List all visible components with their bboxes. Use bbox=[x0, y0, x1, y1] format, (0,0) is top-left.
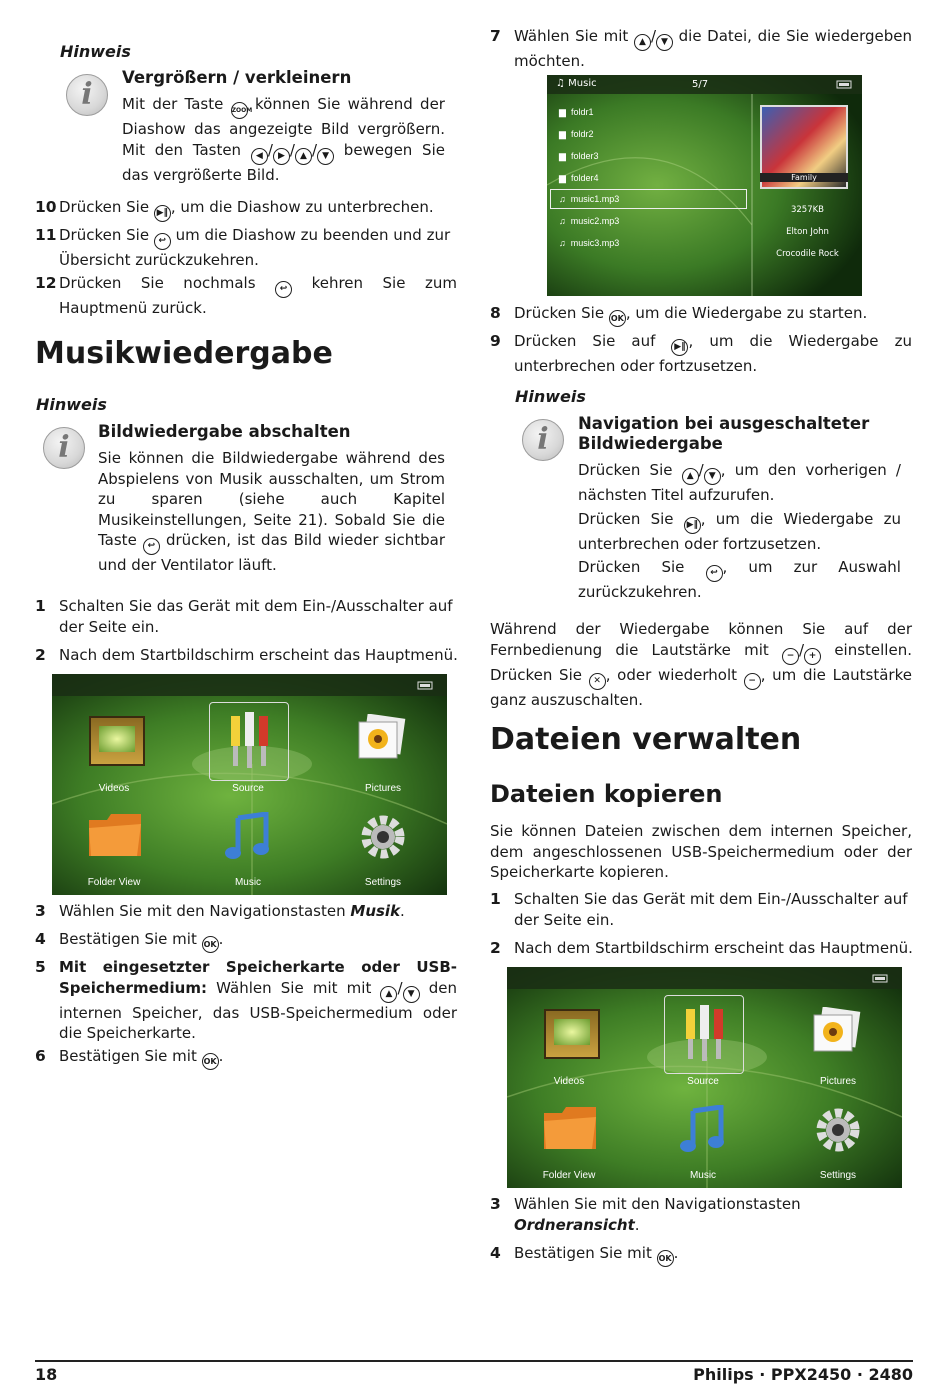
volume-down-icon: − bbox=[782, 648, 799, 665]
info-icon: i bbox=[522, 419, 564, 461]
folder-icon: ▆ bbox=[559, 107, 566, 117]
step-number: 2 bbox=[35, 646, 46, 664]
subsection-heading: Dateien kopieren bbox=[490, 780, 723, 808]
note-title: Navigation bei ausgeschalteter Bildwiedergabe bbox=[578, 414, 870, 453]
source-icon bbox=[682, 1003, 728, 1063]
step-text: Drücken Sie nochmals ↩ kehren Sie zum Hauptmenü zurück. bbox=[59, 274, 457, 317]
up-arrow-icon: ▲ bbox=[380, 986, 397, 1003]
step-text: Wählen Sie mit den Navigationstasten Ordneransicht. bbox=[514, 1195, 801, 1234]
main-menu-screenshot bbox=[507, 967, 902, 1188]
play-pause-icon: ▶‖ bbox=[154, 205, 171, 222]
menu-label-source: Source bbox=[232, 783, 264, 794]
folder-icon: ▆ bbox=[559, 151, 566, 161]
track-title: Crocodile Rock bbox=[776, 249, 839, 259]
player-header: ♫ Music bbox=[556, 78, 597, 89]
note-label: Hinweis bbox=[36, 395, 107, 414]
album-cover-caption: Family bbox=[760, 173, 848, 182]
ok-button-icon: OK bbox=[202, 1053, 219, 1070]
settings-gear-icon bbox=[813, 1105, 863, 1155]
step-number: 11 bbox=[35, 226, 57, 244]
menu-label-source: Source bbox=[687, 1076, 719, 1087]
list-item[interactable]: ♫ music2.mp3 bbox=[559, 216, 620, 226]
play-pause-icon: ▶‖ bbox=[671, 339, 688, 356]
folder-icon: ▆ bbox=[559, 129, 566, 139]
intro-paragraph: Sie können Dateien zwischen dem internen Speicher, dem angeschlossenen USB-Speichermedium oder der Speicherkarte kopieren. bbox=[490, 822, 912, 881]
step-number: 3 bbox=[490, 1195, 501, 1213]
up-arrow-icon: ▲ bbox=[682, 468, 699, 485]
list-item[interactable]: ▆ foldr2 bbox=[559, 129, 594, 139]
step-text: Bestätigen Sie mit OK . bbox=[514, 1243, 912, 1267]
menu-label-folder-view: Folder View bbox=[87, 877, 141, 888]
ok-button-icon: OK bbox=[657, 1250, 674, 1267]
pictures-icon bbox=[810, 1007, 862, 1055]
menu-label-pictures: Pictures bbox=[819, 1076, 857, 1087]
folder-icon bbox=[87, 812, 143, 858]
list-item[interactable]: ▆ folder3 bbox=[559, 151, 599, 161]
right-arrow-icon: ▶ bbox=[273, 148, 290, 165]
play-pause-icon: ▶‖ bbox=[684, 517, 701, 534]
main-menu-screenshot bbox=[52, 674, 447, 895]
music-note-icon: ♫ bbox=[556, 78, 565, 89]
menu-label-music: Music bbox=[689, 1170, 717, 1181]
menu-label-pictures: Pictures bbox=[364, 783, 402, 794]
back-icon: ↩ bbox=[154, 233, 171, 250]
note-text: Mit der Taste ZOOM können Sie während der Diashow das angezeigte Bild vergrößern. Mit den Tasten ◀ / ▶ / ▲ / ▼ bewegen Sie das vergrößerte Bild. bbox=[122, 95, 445, 184]
music-player-screenshot bbox=[547, 75, 862, 296]
up-arrow-icon: ▲ bbox=[295, 148, 312, 165]
step-number: 7 bbox=[490, 27, 501, 45]
menu-label-settings: Settings bbox=[364, 877, 402, 888]
step-number: 10 bbox=[35, 198, 57, 216]
step-text: Drücken Sie OK , um die Wiedergabe zu starten. bbox=[514, 303, 912, 327]
list-item[interactable]: ▆ foldr1 bbox=[559, 107, 594, 117]
artist-name: Elton John bbox=[786, 227, 829, 237]
page-number: 18 bbox=[35, 1365, 58, 1384]
step-text: Drücken Sie ▶‖ , um die Diashow zu unterbrechen. bbox=[59, 197, 457, 222]
note-title: Bildwiedergabe abschalten bbox=[98, 422, 351, 441]
step-text: Wählen Sie mit den Navigationstasten Musik. bbox=[59, 902, 405, 920]
source-icon bbox=[227, 710, 273, 770]
step-text: Drücken Sie ↩ um die Diashow zu beenden und zur Übersicht zurückzukehren. bbox=[59, 226, 451, 269]
up-arrow-icon: ▲ bbox=[634, 34, 651, 51]
videos-icon bbox=[89, 716, 145, 766]
list-item[interactable]: ▆ folder4 bbox=[559, 173, 599, 183]
step-number: 2 bbox=[490, 939, 501, 957]
music-note-icon bbox=[677, 1105, 727, 1155]
down-arrow-icon: ▼ bbox=[317, 148, 334, 165]
section-heading: Dateien verwalten bbox=[490, 722, 802, 757]
ok-button-icon: OK bbox=[609, 310, 626, 327]
step-number: 4 bbox=[490, 1244, 501, 1262]
menu-label-videos: Videos bbox=[98, 783, 130, 794]
step-number: 6 bbox=[35, 1047, 46, 1065]
zoom-button-icon: ZOOM bbox=[231, 102, 248, 119]
menu-label-videos: Videos bbox=[553, 1076, 585, 1087]
note-title: Vergrößern / verkleinern bbox=[122, 68, 352, 87]
note-text: Drücken Sie ▶‖ , um die Wiedergabe zu unterbrechen oder fortzusetzen. bbox=[578, 510, 901, 553]
step-number: 1 bbox=[490, 890, 501, 908]
volume-up-icon: + bbox=[804, 648, 821, 665]
left-arrow-icon: ◀ bbox=[251, 148, 268, 165]
music-note-icon: ♫ bbox=[559, 194, 566, 204]
ok-button-icon: OK bbox=[202, 936, 219, 953]
music-note-icon: ♫ bbox=[559, 216, 566, 226]
down-arrow-icon: ▼ bbox=[656, 34, 673, 51]
note-label: Hinweis bbox=[515, 387, 586, 406]
step-number: 8 bbox=[490, 304, 501, 322]
volume-paragraph: Während der Wiedergabe können Sie auf der Fernbedienung die Lautstärke mit − / + einstellen. Drücken Sie ✕ , oder wiederholt − , um die Lautstärke ganz auszuschalten. bbox=[490, 620, 912, 709]
folder-icon bbox=[542, 1105, 598, 1151]
music-note-icon: ♫ bbox=[559, 238, 566, 248]
videos-icon bbox=[544, 1009, 600, 1059]
note-text: Drücken Sie ▲ / ▼ , um den vorherigen / nächsten Titel aufzurufen. bbox=[578, 461, 901, 504]
footer-rule bbox=[35, 1360, 913, 1362]
step-text: Drücken Sie auf ▶‖ , um die Wiedergabe zu unterbrechen oder fortzusetzen. bbox=[514, 332, 912, 375]
step-text: Wählen Sie mit ▲ / ▼ die Datei, die Sie wiedergeben möchten. bbox=[514, 27, 912, 70]
mute-icon: ✕ bbox=[589, 673, 606, 690]
back-icon: ↩ bbox=[706, 565, 723, 582]
section-heading: Musikwiedergabe bbox=[35, 336, 333, 371]
menu-label-music: Music bbox=[234, 877, 262, 888]
step-text: Schalten Sie das Gerät mit dem Ein-/Ausschalter auf der Seite ein. bbox=[59, 597, 453, 636]
step-text: Nach dem Startbildschirm erscheint das Hauptmenü. bbox=[59, 646, 458, 664]
music-note-icon bbox=[222, 812, 272, 862]
folder-icon: ▆ bbox=[559, 173, 566, 183]
note-label: Hinweis bbox=[60, 42, 131, 61]
list-item[interactable]: ♫ music3.mp3 bbox=[559, 238, 620, 248]
list-item-selected[interactable]: ♫ music1.mp3 bbox=[559, 194, 620, 204]
step-number: 1 bbox=[35, 597, 46, 615]
menu-label-settings: Settings bbox=[819, 1170, 857, 1181]
note-text: Sie können die Bildwiedergabe während des Abspielens von Musik ausschalten, um Strom zu sparen (siehe auch Kapitel Musikeinstellungen, Seite 21). Sobald Sie die Taste ↩ drücken, ist das Bild wieder sichtbar und der Ventilator läuft. bbox=[98, 449, 445, 574]
step-text: Nach dem Startbildschirm erscheint das Hauptmenü. bbox=[514, 939, 913, 957]
info-icon: i bbox=[43, 427, 85, 469]
info-icon: i bbox=[66, 74, 108, 116]
down-arrow-icon: ▼ bbox=[704, 468, 721, 485]
step-text: Schalten Sie das Gerät mit dem Ein-/Ausschalter auf der Seite ein. bbox=[514, 890, 908, 929]
step-number: 3 bbox=[35, 902, 46, 920]
track-counter: 5/7 bbox=[692, 79, 709, 90]
back-icon: ↩ bbox=[275, 281, 292, 298]
step-number: 9 bbox=[490, 332, 501, 350]
settings-gear-icon bbox=[358, 812, 408, 862]
step-text: Bestätigen Sie mit OK . bbox=[59, 929, 457, 953]
menu-label-folder-view: Folder View bbox=[542, 1170, 596, 1181]
footer-brand: Philips · PPX2450 · 2480 bbox=[693, 1365, 913, 1384]
down-arrow-icon: ▼ bbox=[403, 986, 420, 1003]
note-text: Drücken Sie ↩ , um zur Auswahl zurückzukehren. bbox=[578, 558, 901, 601]
file-size: 3257KB bbox=[790, 205, 825, 215]
step-number: 4 bbox=[35, 930, 46, 948]
pictures-icon bbox=[355, 714, 407, 762]
back-icon: ↩ bbox=[143, 538, 160, 555]
step-number: 5 bbox=[35, 958, 46, 976]
step-number: 12 bbox=[35, 274, 57, 292]
step-text: Mit eingesetzter Speicherkarte oder USB-Speichermedium: Wählen Sie mit mit ▲ / ▼ den internen Speicher, das USB-Speichermedium oder die Speicherkarte. bbox=[59, 958, 457, 1042]
step-text: Bestätigen Sie mit OK . bbox=[59, 1046, 457, 1070]
volume-down-icon: − bbox=[744, 673, 761, 690]
